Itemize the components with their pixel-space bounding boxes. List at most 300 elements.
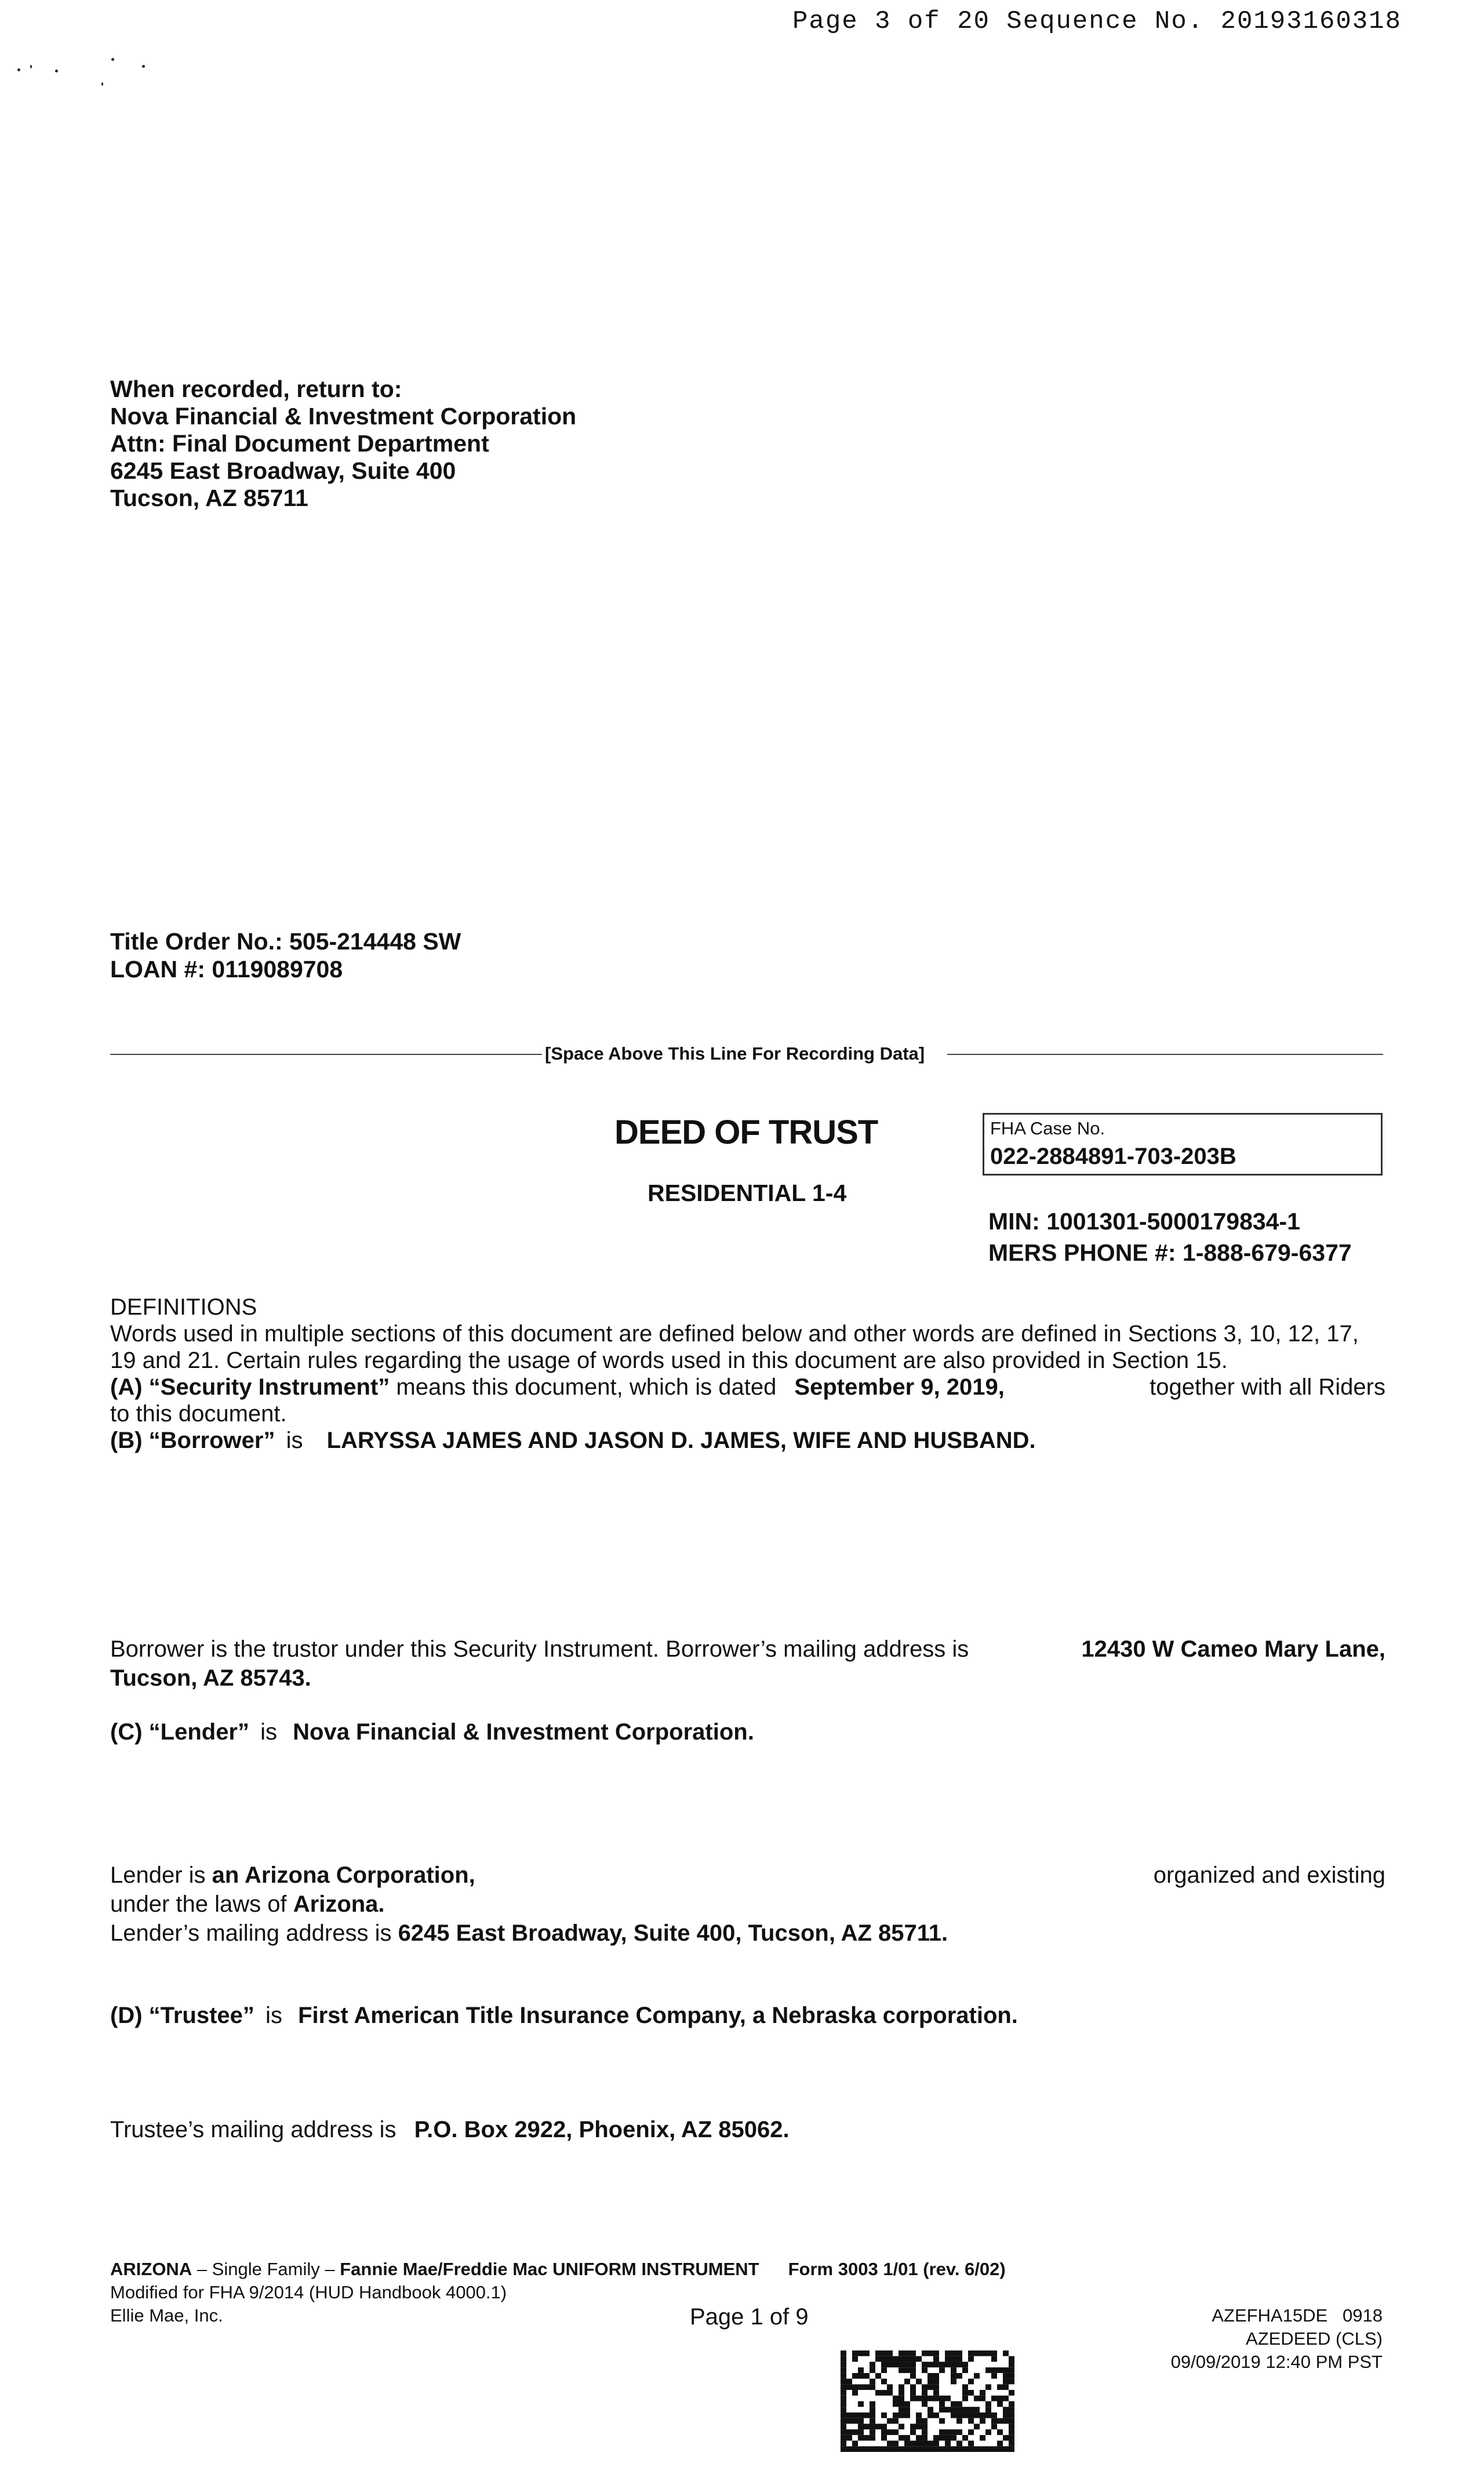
barcode-module [852, 2446, 858, 2452]
barcode-module [956, 2446, 962, 2452]
barcode-module [910, 2356, 916, 2362]
barcode-module [962, 2407, 968, 2413]
barcode-module [858, 2424, 864, 2429]
barcode-module [1003, 2407, 1009, 2413]
barcode-module [846, 2429, 852, 2435]
barcode-module [956, 2350, 962, 2356]
barcode-module [904, 2435, 910, 2441]
barcode-module [841, 2367, 846, 2373]
barcode-module [893, 2429, 899, 2435]
barcode-module [922, 2350, 928, 2356]
barcode-module [945, 2362, 951, 2367]
barcode-module [991, 2356, 997, 2362]
barcode-module [875, 2446, 881, 2452]
barcode-module [916, 2418, 922, 2424]
barcode-module [951, 2435, 956, 2441]
footer-page-number: Page 1 of 9 [690, 2304, 809, 2330]
barcode-module [910, 2384, 916, 2390]
definition-b-is: is [279, 1428, 310, 1453]
recording-data-divider [110, 1043, 1383, 1064]
barcode-module [980, 2350, 985, 2356]
barcode-module [922, 2390, 928, 2396]
barcode-module [852, 2418, 858, 2424]
barcode-module [910, 2396, 916, 2401]
barcode-module [1003, 2446, 1009, 2452]
barcode-module [864, 2424, 870, 2429]
barcode-module [991, 2418, 997, 2424]
barcode-module [1003, 2350, 1009, 2356]
barcode-module [985, 2367, 991, 2373]
barcode-module [893, 2362, 899, 2367]
barcode-module [939, 2418, 945, 2424]
barcode-module [870, 2384, 875, 2390]
barcode-module [945, 2356, 951, 2362]
barcode-module [864, 2350, 870, 2356]
barcode-module [997, 2446, 1003, 2452]
barcode-module [899, 2350, 904, 2356]
barcode-module [875, 2390, 881, 2396]
lender-name: Nova Financial & Investment Corporation. [293, 1719, 754, 1745]
barcode-module [846, 2418, 852, 2424]
trustee-name: First American Title Insurance Company, a Nebraska corporation. [298, 2003, 1018, 2028]
barcode-module [1009, 2435, 1014, 2441]
barcode-module [928, 2373, 933, 2379]
barcode-module [974, 2373, 980, 2379]
min-number: MIN: 1001301-5000179834-1 [988, 1208, 1300, 1235]
barcode-module [846, 2379, 852, 2385]
barcode-module [1009, 2401, 1014, 2407]
mers-info [988, 1206, 1352, 1268]
lender-laws-state: Arizona. [293, 1891, 385, 1917]
barcode-module [1009, 2362, 1014, 2367]
barcode-module [910, 2429, 916, 2435]
footer-modified: Modified for FHA 9/2014 (HUD Handbook 4000.1) [110, 2282, 507, 2302]
barcode-module [991, 2396, 997, 2401]
definition-d-label: (D) “Trustee” [110, 2003, 254, 2028]
barcode-module [887, 2429, 893, 2435]
barcode-module [968, 2350, 974, 2356]
barcode-module [945, 2429, 951, 2435]
barcode-module [997, 2429, 1003, 2435]
divider-left [110, 1054, 542, 1055]
definition-a-label: (A) “Security Instrument” [110, 1374, 390, 1400]
barcode-module [893, 2356, 899, 2362]
barcode-module [910, 2441, 916, 2447]
barcode-module [922, 2367, 928, 2373]
barcode-module [870, 2418, 875, 2424]
barcode-module [928, 2379, 933, 2385]
definitions-intro-line-1: Words used in multiple sections of this document are defined below and other words are defined in Sections 3, 10, 12, 17, [110, 1321, 1359, 1347]
barcode-module [928, 2413, 933, 2418]
definitions-intro-line-2: 19 and 21. Certain rules regarding the usage of words used in this document are also provided in Section 15. [110, 1348, 1228, 1373]
barcode-module [933, 2396, 939, 2401]
barcode-module [1009, 2407, 1014, 2413]
barcode-module [881, 2429, 887, 2435]
trustee-address: P.O. Box 2922, Phoenix, AZ 85062. [414, 2117, 790, 2142]
barcode-module [933, 2379, 939, 2385]
page-sequence-header: Page 3 of 20 Sequence No. 20193160318 [792, 7, 1402, 36]
barcode-module [841, 2413, 846, 2418]
barcode-module [974, 2407, 980, 2413]
barcode-module [997, 2367, 1003, 2373]
barcode-module [916, 2446, 922, 2452]
barcode-module [916, 2396, 922, 2401]
barcode-module [928, 2362, 933, 2367]
footer-timestamp: 09/09/2019 12:40 PM PST [1170, 2352, 1383, 2372]
barcode-module [858, 2446, 864, 2452]
barcode-module [887, 2362, 893, 2367]
barcode-module [904, 2356, 910, 2362]
barcode-module [841, 2418, 846, 2424]
barcode-module [904, 2362, 910, 2367]
barcode-module [846, 2384, 852, 2390]
barcode-module [956, 2441, 962, 2447]
barcode-module [864, 2435, 870, 2441]
borrower-street: 12430 W Cameo Mary Lane, [1081, 1636, 1385, 1662]
barcode-module [933, 2384, 939, 2390]
barcode-module [870, 2401, 875, 2407]
barcode-module [916, 2424, 922, 2429]
fha-case-number: 022-2884891-703-203B [990, 1144, 1236, 1169]
barcode-module [870, 2413, 875, 2418]
return-attention: Attn: Final Document Department [110, 430, 489, 457]
barcode-module [841, 2373, 846, 2379]
barcode-module [974, 2350, 980, 2356]
barcode-module [899, 2362, 904, 2367]
barcode-module [933, 2356, 939, 2362]
barcode-module [881, 2424, 887, 2429]
barcode-module [858, 2418, 864, 2424]
barcode-module [951, 2379, 956, 2385]
fha-case-label: FHA Case No. [990, 1118, 1105, 1138]
barcode-module [864, 2413, 870, 2418]
barcode-module [985, 2413, 991, 2418]
return-address-block [110, 376, 576, 512]
barcode-module [870, 2379, 875, 2385]
barcode-module [881, 2446, 887, 2452]
footer-instrument: Fannie Mae/Freddie Mac UNIFORM INSTRUMENT [340, 2259, 759, 2279]
barcode-module [1009, 2413, 1014, 2418]
barcode-module [893, 2401, 899, 2407]
barcode-module [904, 2367, 910, 2373]
barcode-module [968, 2379, 974, 2385]
barcode-module [922, 2429, 928, 2435]
barcode-module [962, 2446, 968, 2452]
borrower-address-text: Borrower is the trustor under this Security Instrument. Borrower’s mailing address is [110, 1636, 969, 1662]
barcode-module [916, 2441, 922, 2447]
barcode-module [1003, 2418, 1009, 2424]
barcode-module [881, 2413, 887, 2418]
barcode-module [951, 2350, 956, 2356]
barcode-module [945, 2446, 951, 2452]
barcode-module [968, 2407, 974, 2413]
barcode-module [887, 2441, 893, 2447]
barcode-module [910, 2350, 916, 2356]
barcode-module [939, 2435, 945, 2441]
barcode-module [875, 2356, 881, 2362]
barcode-module [846, 2435, 852, 2441]
barcode-module [858, 2367, 864, 2373]
mers-phone: MERS PHONE #: 1-888-679-6377 [988, 1239, 1352, 1266]
barcode-module [881, 2390, 887, 2396]
barcode-module [928, 2407, 933, 2413]
barcode-module [922, 2441, 928, 2447]
recording-data-label: [Space Above This Line For Recording Data] [545, 1043, 925, 1064]
barcode-module [841, 2446, 846, 2452]
barcode-module [841, 2441, 846, 2447]
barcode-module [997, 2401, 1003, 2407]
barcode-module [1009, 2446, 1014, 2452]
barcode-module [858, 2373, 864, 2379]
barcode-module [945, 2396, 951, 2401]
barcode-module [858, 2350, 864, 2356]
title-order-number: Title Order No.: 505-214448 SW [110, 928, 461, 955]
barcode-module [962, 2396, 968, 2401]
barcode-module [945, 2350, 951, 2356]
return-city: Tucson, AZ 85711 [110, 485, 308, 511]
barcode-module [841, 2350, 846, 2356]
barcode-module [968, 2356, 974, 2362]
barcode-module [933, 2390, 939, 2396]
barcode-module [870, 2407, 875, 2413]
definition-c-label: (C) “Lender” [110, 1719, 249, 1745]
barcode-module [922, 2418, 928, 2424]
barcode-module [985, 2429, 991, 2435]
barcode-module [933, 2435, 939, 2441]
definition-c-is: is [254, 1719, 284, 1745]
return-street: 6245 East Broadway, Suite 400 [110, 457, 456, 484]
barcode-module [858, 2429, 864, 2435]
barcode-module [980, 2446, 985, 2452]
definition-a-text: means this document, which is dated [390, 1374, 783, 1400]
barcode-module [910, 2373, 916, 2379]
barcode-module [997, 2384, 1003, 2390]
barcode-module [956, 2413, 962, 2418]
lender-type: an Arizona Corporation, [212, 1862, 475, 1888]
barcode-module [875, 2350, 881, 2356]
borrower-address-block [110, 1635, 1385, 1693]
barcode-module [939, 2446, 945, 2452]
barcode-module [933, 2413, 939, 2418]
definition-security-instrument [110, 1374, 1385, 1400]
barcode-module [841, 2390, 846, 2396]
definition-borrower [110, 1427, 1385, 1454]
return-heading: When recorded, return to: [110, 376, 402, 402]
barcode-module [910, 2362, 916, 2367]
barcode-module [887, 2390, 893, 2396]
barcode-module [858, 2413, 864, 2418]
barcode-module [951, 2373, 956, 2379]
trustee-address-text: Trustee’s mailing address is [110, 2117, 403, 2142]
definition-d-is: is [259, 2003, 289, 2028]
barcode-module [980, 2435, 985, 2441]
barcode-module [985, 2407, 991, 2413]
barcode-module [1003, 2396, 1009, 2401]
barcode-module [899, 2356, 904, 2362]
lender-address-text: Lender’s mailing address is [110, 1920, 398, 1946]
barcode-module [899, 2413, 904, 2418]
barcode-module [985, 2401, 991, 2407]
barcode-module [939, 2429, 945, 2435]
barcode-module [922, 2401, 928, 2407]
definition-lender [110, 1719, 754, 1745]
barcode-module [887, 2384, 893, 2390]
barcode-module [951, 2367, 956, 2373]
barcode-module [1009, 2441, 1014, 2447]
barcode-module [841, 2401, 846, 2407]
barcode-module [939, 2401, 945, 2407]
barcode-module [1009, 2356, 1014, 2362]
barcode-module [928, 2384, 933, 2390]
barcode-module [852, 2429, 858, 2435]
barcode-module [968, 2446, 974, 2452]
barcode-module [951, 2362, 956, 2367]
barcode-module [899, 2401, 904, 2407]
barcode-module [1009, 2379, 1014, 2385]
barcode-module [974, 2424, 980, 2429]
barcode-module [962, 2435, 968, 2441]
barcode-module [962, 2390, 968, 2396]
barcode-module [841, 2424, 846, 2429]
barcode-module [985, 2350, 991, 2356]
barcode-module [933, 2441, 939, 2447]
lender-details [110, 1861, 1385, 1948]
barcode-module [893, 2396, 899, 2401]
footer-code-2: AZEDEED (CLS) [1246, 2328, 1383, 2349]
barcode-module [974, 2396, 980, 2401]
barcode-module [951, 2413, 956, 2418]
barcode-module [852, 2350, 858, 2356]
barcode-module [852, 2384, 858, 2390]
definition-a-date: September 9, 2019, [794, 1374, 1005, 1400]
barcode-module [864, 2373, 870, 2379]
barcode-module [968, 2429, 974, 2435]
barcode-module [968, 2413, 974, 2418]
barcode-module [956, 2429, 962, 2435]
barcode-module [899, 2384, 904, 2390]
barcode-module [1003, 2435, 1009, 2441]
barcode-module [1009, 2429, 1014, 2435]
barcode-module [881, 2379, 887, 2385]
footer-vendor: Ellie Mae, Inc. [110, 2305, 223, 2326]
barcode-module [945, 2435, 951, 2441]
barcode-module [1009, 2418, 1014, 2424]
barcode-module [1003, 2384, 1009, 2390]
barcode-module [945, 2441, 951, 2447]
barcode-module [858, 2401, 864, 2407]
barcode-module [864, 2446, 870, 2452]
barcode-module [910, 2367, 916, 2373]
barcode-module [997, 2418, 1003, 2424]
trustee-address-line [110, 2117, 790, 2143]
barcode-module [962, 2384, 968, 2390]
barcode-module [841, 2384, 846, 2390]
definition-a-riders: together with all Riders [1150, 1374, 1385, 1400]
barcode-module [962, 2362, 968, 2367]
barcode-module [951, 2356, 956, 2362]
barcode-module [852, 2441, 858, 2447]
barcode-module [985, 2446, 991, 2452]
barcode-module [939, 2396, 945, 2401]
barcode-module [899, 2396, 904, 2401]
divider-right [947, 1054, 1383, 1055]
barcode-module [841, 2379, 846, 2385]
barcode-module [910, 2390, 916, 2396]
definitions-section [110, 1294, 1385, 1454]
barcode-module [928, 2396, 933, 2401]
barcode-module [980, 2413, 985, 2418]
barcode-module [922, 2396, 928, 2401]
footer-form-number: Form 3003 1/01 (rev. 6/02) [788, 2259, 1006, 2279]
barcode-module [887, 2356, 893, 2362]
barcode-module [985, 2384, 991, 2390]
barcode-module [893, 2418, 899, 2424]
barcode-module [893, 2413, 899, 2418]
barcode-module [904, 2379, 910, 2385]
order-info [110, 927, 461, 983]
barcode-module [899, 2390, 904, 2396]
definition-a-continuation: to this document. [110, 1401, 287, 1427]
barcode-module [1009, 2373, 1014, 2379]
barcode-module [939, 2362, 945, 2367]
borrower-names: LARYSSA JAMES AND JASON D. JAMES, WIFE AND HUSBAND. [326, 1428, 1036, 1453]
barcode-module [980, 2390, 985, 2396]
barcode-module [974, 2446, 980, 2452]
borrower-city: Tucson, AZ 85743. [110, 1665, 311, 1691]
barcode-module [922, 2362, 928, 2367]
barcode-module [939, 2407, 945, 2413]
barcode-module [1003, 2367, 1009, 2373]
barcode-module [1009, 2424, 1014, 2429]
barcode-module [899, 2367, 904, 2373]
barcode-module [991, 2413, 997, 2418]
footer-dash-text: – Single Family – [192, 2259, 340, 2279]
barcode-module [887, 2350, 893, 2356]
barcode-module [945, 2407, 951, 2413]
barcode-module [922, 2446, 928, 2452]
barcode-module [870, 2429, 875, 2435]
barcode-module [991, 2350, 997, 2356]
footer-code-1: AZEFHA15DE 0918 [1212, 2305, 1383, 2326]
barcode-module [870, 2446, 875, 2452]
barcode-module [870, 2435, 875, 2441]
barcode-module [899, 2407, 904, 2413]
barcode-module [881, 2356, 887, 2362]
barcode-module [991, 2424, 997, 2429]
barcode-module [841, 2396, 846, 2401]
barcode-module [1009, 2367, 1014, 2373]
barcode-module [956, 2407, 962, 2413]
barcode-module [852, 2390, 858, 2396]
barcode-module [922, 2384, 928, 2390]
barcode-module [875, 2424, 881, 2429]
barcode-module [968, 2390, 974, 2396]
barcode-module [956, 2401, 962, 2407]
footer-state: ARIZONA [110, 2259, 192, 2279]
barcode-module [899, 2446, 904, 2452]
barcode-module [933, 2362, 939, 2367]
barcode-module [841, 2407, 846, 2413]
definition-trustee [110, 2003, 1018, 2029]
barcode-module [881, 2350, 887, 2356]
barcode-module [904, 2446, 910, 2452]
barcode-module [1003, 2413, 1009, 2418]
barcode-module [881, 2362, 887, 2367]
barcode-module [904, 2401, 910, 2407]
barcode-module [910, 2446, 916, 2452]
document-subtitle: RESIDENTIAL 1-4 [648, 1180, 847, 1206]
barcode-module [980, 2418, 985, 2424]
